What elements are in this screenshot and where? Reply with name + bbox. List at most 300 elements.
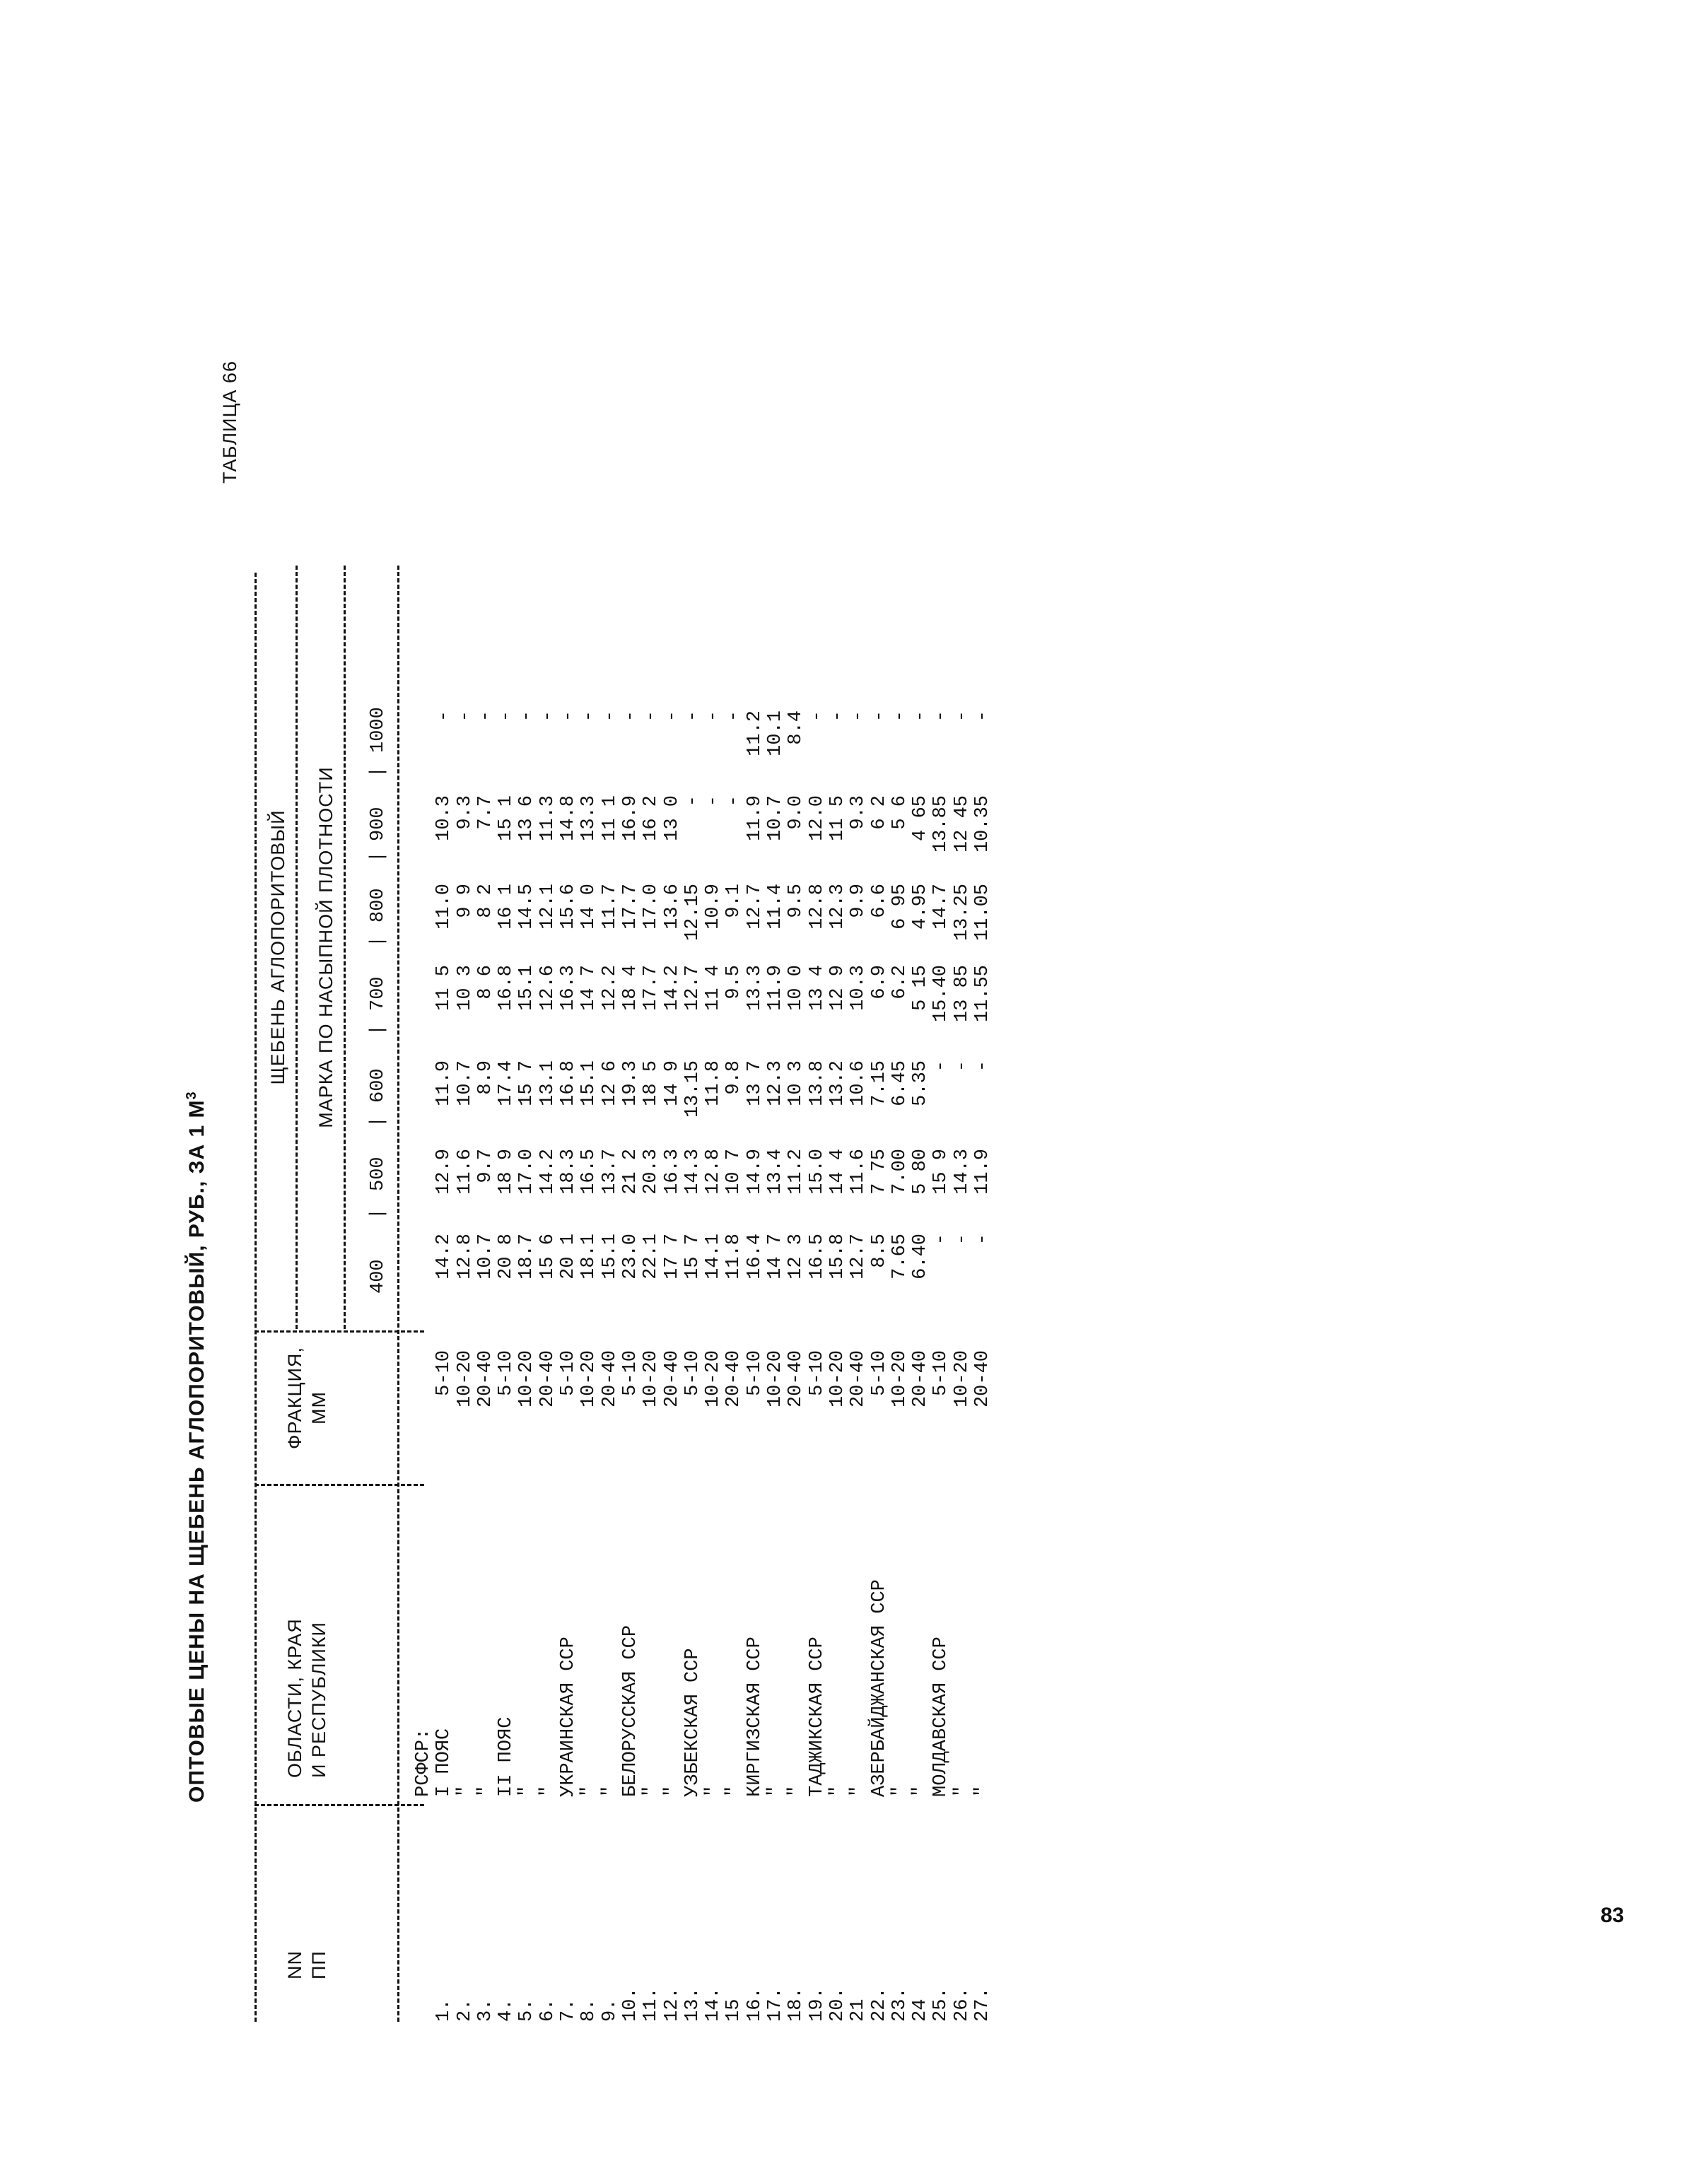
- row-price-mark-700: 13 4: [806, 965, 828, 1011]
- row-number: 19.: [806, 1987, 828, 2022]
- row-price-mark-500: 14.9: [744, 1149, 766, 1195]
- row-price-mark-800: 9.9: [848, 884, 870, 918]
- row-price-mark-400: 10.7: [474, 1234, 496, 1280]
- mark-separator: |: [368, 1116, 389, 1128]
- row-price-mark-1000: -: [826, 710, 848, 722]
- row-price-mark-900: 16.9: [619, 795, 641, 841]
- row-price-mark-600: 7.15: [868, 1060, 890, 1106]
- row-price-mark-500: 13.7: [599, 1149, 621, 1195]
- row-price-mark-900: 5 6: [889, 795, 911, 830]
- row-price-mark-500: 16.5: [578, 1149, 600, 1195]
- row-region: ": [785, 1785, 807, 1797]
- row-fraction: 20-40: [599, 1350, 621, 1408]
- row-price-mark-900: 4 65: [910, 795, 932, 841]
- row-price-mark-400: -: [951, 1234, 973, 1246]
- table-row: [662, 31, 683, 2022]
- row-price-mark-600: 18 5: [640, 1060, 662, 1106]
- row-price-mark-400: -: [930, 1234, 952, 1246]
- row-price-mark-700: 11 5: [433, 965, 455, 1011]
- row-price-mark-600: 11.8: [703, 1060, 725, 1106]
- row-price-mark-500: 10 7: [723, 1149, 745, 1195]
- row-price-mark-900: 9.3: [848, 795, 870, 830]
- row-fraction: 20-40: [474, 1350, 496, 1408]
- row-price-mark-700: 16.3: [558, 965, 580, 1011]
- row-region: МОЛДАВСКАЯ ССР: [930, 1637, 952, 1797]
- header-num-line2: ПП: [308, 1950, 329, 1979]
- table-row: [890, 31, 911, 2022]
- row-number: 3.: [474, 1998, 496, 2022]
- mark-separator: |: [368, 1207, 389, 1219]
- row-region: ": [640, 1785, 662, 1797]
- row-region: ": [703, 1785, 725, 1797]
- row-price-mark-400: 7.65: [889, 1234, 911, 1280]
- row-price-mark-900: -: [723, 795, 745, 807]
- row-number: 8.: [578, 1998, 600, 2022]
- row-price-mark-400: 17 7: [661, 1234, 683, 1280]
- row-price-mark-900: 13.85: [930, 795, 952, 853]
- row-region: КИРГИЗСКАЯ ССР: [744, 1637, 766, 1797]
- row-price-mark-400: 16.4: [744, 1234, 766, 1280]
- row-region: ": [889, 1785, 911, 1797]
- row-price-mark-400: 15 7: [682, 1234, 703, 1280]
- row-number: 13.: [682, 1987, 703, 2022]
- row-fraction: 20-40: [972, 1350, 994, 1408]
- table-row: [538, 31, 558, 2022]
- row-price-mark-600: 10.7: [454, 1060, 476, 1106]
- row-fraction: 10-20: [889, 1350, 911, 1408]
- row-price-mark-600: -: [972, 1060, 994, 1072]
- row-price-mark-800: 13.6: [661, 884, 683, 930]
- col-divider-3: [255, 1330, 424, 1333]
- row-price-mark-700: 6.9: [868, 965, 890, 1000]
- row-price-mark-400: 15 6: [537, 1234, 558, 1280]
- row-price-mark-900: 9.0: [785, 795, 807, 830]
- row-region: ": [516, 1785, 538, 1797]
- mark-separator: |: [368, 850, 389, 862]
- row-price-mark-1000: -: [806, 710, 828, 722]
- row-region: ": [537, 1785, 558, 1797]
- row-price-mark-700: 11.9: [765, 965, 787, 1011]
- row-fraction: 10-20: [578, 1350, 600, 1408]
- row-price-mark-400: 15.1: [599, 1234, 621, 1280]
- row-price-mark-700: 11.55: [972, 965, 994, 1023]
- row-region: I ПОЯС: [433, 1728, 455, 1797]
- row-price-mark-500: 11.9: [972, 1149, 994, 1195]
- row-price-mark-600: 11.9: [433, 1060, 455, 1106]
- row-number: 2.: [454, 1998, 476, 2022]
- row-price-mark-800: 12.1: [537, 884, 558, 930]
- row-price-mark-800: 6 95: [889, 884, 911, 930]
- row-region: ": [474, 1785, 496, 1797]
- rotated-page: [177, 31, 1280, 2022]
- row-price-mark-600: 13.1: [537, 1060, 558, 1106]
- row-price-mark-800: 16 1: [496, 884, 517, 930]
- row-region: ": [765, 1785, 787, 1797]
- row-price-mark-1000: -: [599, 710, 621, 722]
- row-price-mark-400: 22.1: [640, 1234, 662, 1280]
- table-number: ТАБЛИЦА 66: [219, 361, 240, 484]
- table-row: [931, 31, 952, 2022]
- row-price-mark-900: 9.3: [454, 795, 476, 830]
- row-fraction: 10-20: [516, 1350, 538, 1408]
- row-price-mark-500: 14.3: [682, 1149, 703, 1195]
- table-row: [703, 31, 724, 2022]
- row-price-mark-400: 14.2: [433, 1234, 455, 1280]
- row-number: 15: [723, 1998, 745, 2022]
- row-region: АЗЕРБАЙДЖАНСКАЯ ССР: [868, 1579, 890, 1797]
- row-fraction: 10-20: [826, 1350, 848, 1408]
- row-price-mark-800: 4.95: [910, 884, 932, 930]
- row-price-mark-800: 12.8: [806, 884, 828, 930]
- row-price-mark-700: 15.1: [516, 965, 538, 1011]
- row-price-mark-400: 15.8: [826, 1234, 848, 1280]
- row-price-mark-1000: -: [661, 710, 683, 722]
- row-price-mark-600: 9.8: [723, 1060, 745, 1095]
- table-row: [911, 31, 931, 2022]
- table-row: [517, 31, 537, 2022]
- row-number: 17.: [765, 1987, 787, 2022]
- row-price-mark-1000: -: [723, 710, 745, 722]
- row-number: 10.: [619, 1987, 641, 2022]
- row-price-mark-800: 11.7: [599, 884, 621, 930]
- group-label-row: [414, 31, 434, 2022]
- table-row: [496, 31, 517, 2022]
- table-body: [414, 31, 993, 2022]
- table-row: [455, 31, 476, 2022]
- table-row: [870, 31, 890, 2022]
- row-price-mark-600: 10.6: [848, 1060, 870, 1106]
- row-number: 7.: [558, 1998, 580, 2022]
- row-price-mark-900: 12.0: [806, 795, 828, 841]
- row-price-mark-900: 11.3: [537, 795, 558, 841]
- row-price-mark-400: 20 8: [496, 1234, 517, 1280]
- row-price-mark-400: 18.7: [516, 1234, 538, 1280]
- row-price-mark-1000: -: [558, 710, 580, 722]
- row-price-mark-600: 14 9: [661, 1060, 683, 1106]
- row-price-mark-900: 11 5: [826, 795, 848, 841]
- row-price-mark-1000: 10.1: [765, 710, 787, 756]
- row-price-mark-600: 13.8: [806, 1060, 828, 1106]
- header-mark-800: 800: [368, 888, 389, 923]
- row-price-mark-600: 13.15: [682, 1060, 703, 1118]
- row-price-mark-800: 11.05: [972, 884, 994, 942]
- row-region: ": [661, 1785, 683, 1797]
- row-price-mark-400: 20 1: [558, 1234, 580, 1280]
- table-row: [952, 31, 973, 2022]
- row-price-mark-1000: -: [640, 710, 662, 722]
- row-price-mark-500: 14.3: [951, 1149, 973, 1195]
- row-price-mark-400: 8.5: [868, 1234, 890, 1268]
- row-fraction: 20-40: [661, 1350, 683, 1408]
- row-price-mark-500: 11.6: [848, 1149, 870, 1195]
- row-price-mark-900: 13 0: [661, 795, 683, 841]
- table-row: [600, 31, 621, 2022]
- row-price-mark-600: 12 6: [599, 1060, 621, 1106]
- row-number: 26.: [951, 1987, 973, 2022]
- row-price-mark-900: 14.8: [558, 795, 580, 841]
- table-row: [766, 31, 786, 2022]
- row-price-mark-700: 6.2: [889, 965, 911, 1000]
- row-price-mark-500: 15 9: [930, 1149, 952, 1195]
- row-region: ТАДЖИКСКАЯ ССР: [806, 1637, 828, 1797]
- row-price-mark-800: 15.6: [558, 884, 580, 930]
- row-price-mark-1000: 8.4: [785, 710, 807, 745]
- row-price-mark-600: 15 7: [516, 1060, 538, 1106]
- title-text: ОПТОВЫЕ ЦЕНЫ НА ЩЕБЕНЬ АГЛОПОРИТОВЫЙ, РУБ., ЗА 1 М: [185, 1099, 209, 1803]
- row-region: ": [951, 1785, 973, 1797]
- header-region-line2: И РЕСПУБЛИКИ: [308, 1622, 329, 1778]
- row-price-mark-900: 11.9: [744, 795, 766, 841]
- header-mark-500: 500: [368, 1157, 389, 1191]
- row-price-mark-800: 10.9: [703, 884, 725, 930]
- row-region: БЕЛОРУССКАЯ ССР: [619, 1624, 641, 1797]
- row-region: ": [599, 1785, 621, 1797]
- table-row: [807, 31, 828, 2022]
- row-number: 16.: [744, 1987, 766, 2022]
- row-price-mark-600: 17.4: [496, 1060, 517, 1106]
- row-number: 11.: [640, 1987, 662, 2022]
- row-price-mark-600: -: [930, 1060, 952, 1072]
- row-price-mark-900: 10.35: [972, 795, 994, 853]
- row-price-mark-500: 14 4: [826, 1149, 848, 1195]
- row-price-mark-1000: -: [951, 710, 973, 722]
- row-number: 22.: [868, 1987, 890, 2022]
- header-bottom-rule: [397, 566, 399, 2022]
- row-price-mark-1000: -: [910, 710, 932, 722]
- row-number: 25.: [930, 1987, 952, 2022]
- header-num-line1: NN: [284, 1950, 305, 1979]
- row-number: 5.: [516, 1998, 538, 2022]
- row-price-mark-800: 12.15: [682, 884, 703, 942]
- col-divider-1: [255, 1804, 424, 1806]
- row-fraction: 10-20: [765, 1350, 787, 1408]
- mark-separator: |: [368, 766, 389, 778]
- row-fraction: 10-20: [454, 1350, 476, 1408]
- row-price-mark-400: 18.1: [578, 1234, 600, 1280]
- row-price-mark-400: 11.8: [723, 1234, 745, 1280]
- row-price-mark-700: 5 15: [910, 965, 932, 1011]
- row-price-mark-800: 14.5: [516, 884, 538, 930]
- row-price-mark-500: 15.0: [806, 1149, 828, 1195]
- row-price-mark-700: 12 9: [826, 965, 848, 1011]
- row-price-mark-900: 10.3: [433, 795, 455, 841]
- header-group: ЩЕБЕНЬ АГЛОПОРИТОВЫЙ: [267, 809, 288, 1085]
- row-price-mark-1000: -: [848, 710, 870, 722]
- row-price-mark-500: 20.3: [640, 1149, 662, 1195]
- row-fraction: 5-10: [558, 1350, 580, 1396]
- col-divider-2: [255, 1484, 424, 1486]
- header-region: [283, 1618, 331, 1778]
- row-price-mark-900: 7.7: [474, 795, 496, 830]
- row-price-mark-900: 11 1: [599, 795, 621, 841]
- row-price-mark-500: 12.8: [703, 1149, 725, 1195]
- row-fraction: 5-10: [619, 1350, 641, 1396]
- header-fraction-line1: ФРАКЦИЯ,: [284, 1347, 305, 1449]
- row-fraction: 20-40: [910, 1350, 932, 1408]
- row-price-mark-1000: -: [537, 710, 558, 722]
- row-price-mark-700: 14.2: [661, 965, 683, 1011]
- row-price-mark-700: 10 0: [785, 965, 807, 1011]
- row-number: 4.: [496, 1998, 517, 2022]
- header-mark-1000: 1000: [368, 707, 389, 753]
- row-price-mark-400: 6.40: [910, 1234, 932, 1280]
- row-fraction: 5-10: [868, 1350, 890, 1396]
- row-price-mark-700: 13.3: [744, 965, 766, 1011]
- row-price-mark-800: 17.7: [619, 884, 641, 930]
- row-price-mark-1000: -: [474, 710, 496, 722]
- table-row: [558, 31, 579, 2022]
- row-price-mark-600: 12.3: [765, 1060, 787, 1106]
- row-price-mark-700: 14 7: [578, 965, 600, 1011]
- header-subgroup: МАРКА ПО НАСЫПНОЙ ПЛОТНОСТИ: [315, 766, 337, 1128]
- row-region: ": [723, 1785, 745, 1797]
- row-price-mark-400: 14 7: [765, 1234, 787, 1280]
- row-price-mark-400: 23.0: [619, 1234, 641, 1280]
- row-price-mark-900: -: [682, 795, 703, 807]
- row-price-mark-800: 12.3: [826, 884, 848, 930]
- mark-separator: |: [368, 935, 389, 947]
- row-region: ": [578, 1785, 600, 1797]
- row-price-mark-500: 11.2: [785, 1149, 807, 1195]
- row-price-mark-800: 9 9: [454, 884, 476, 918]
- row-price-mark-700: 16.8: [496, 965, 517, 1011]
- row-price-mark-800: 8 2: [474, 884, 496, 918]
- row-price-mark-500: 14.2: [537, 1149, 558, 1195]
- row-price-mark-900: 13 6: [516, 795, 538, 841]
- row-price-mark-700: 10 3: [454, 965, 476, 1011]
- row-fraction: 10-20: [640, 1350, 662, 1408]
- table-row: [641, 31, 662, 2022]
- row-number: 20.: [826, 1987, 848, 2022]
- row-price-mark-500: 9.7: [474, 1149, 496, 1183]
- row-fraction: 20-40: [723, 1350, 745, 1408]
- table-row: [476, 31, 496, 2022]
- row-fraction: 5-10: [433, 1350, 455, 1396]
- row-price-mark-800: 11.4: [765, 884, 787, 930]
- row-price-mark-800: 14 0: [578, 884, 600, 930]
- header-region-line1: ОБЛАСТИ, КРАЯ: [284, 1618, 305, 1778]
- row-price-mark-500: 5 80: [910, 1149, 932, 1195]
- row-fraction: 5-10: [744, 1350, 766, 1396]
- row-number: 18.: [785, 1987, 807, 2022]
- row-price-mark-500: 12.9: [433, 1149, 455, 1195]
- row-price-mark-500: 7.00: [889, 1149, 911, 1195]
- row-price-mark-900: 15 1: [496, 795, 517, 841]
- table-row: [434, 31, 455, 2022]
- header-mark-600: 600: [368, 1068, 389, 1103]
- row-price-mark-1000: -: [703, 710, 725, 722]
- row-price-mark-1000: -: [433, 710, 455, 722]
- row-price-mark-1000: -: [868, 710, 890, 722]
- header-mark-400: 400: [368, 1259, 389, 1294]
- row-number: 24: [910, 1998, 932, 2022]
- row-price-mark-800: 12.7: [744, 884, 766, 930]
- row-price-mark-900: 12 45: [951, 795, 973, 853]
- row-fraction: 10-20: [951, 1350, 973, 1408]
- row-price-mark-900: 10.7: [765, 795, 787, 841]
- row-fraction: 20-40: [537, 1350, 558, 1408]
- row-region: ": [826, 1785, 848, 1797]
- row-price-mark-500: 13.4: [765, 1149, 787, 1195]
- row-price-mark-400: 12 3: [785, 1234, 807, 1280]
- subgroup-rule: [344, 566, 346, 1329]
- row-price-mark-1000: -: [496, 710, 517, 722]
- row-number: 14.: [703, 1987, 725, 2022]
- row-number: 1.: [433, 1998, 455, 2022]
- row-price-mark-900: 16 2: [640, 795, 662, 841]
- row-fraction: 5-10: [682, 1350, 703, 1396]
- row-price-mark-1000: -: [930, 710, 952, 722]
- table-row: [724, 31, 744, 2022]
- row-price-mark-400: 12.8: [454, 1234, 476, 1280]
- row-fraction: 5-10: [930, 1350, 952, 1396]
- table-row: [621, 31, 641, 2022]
- row-price-mark-600: 16.8: [558, 1060, 580, 1106]
- row-price-mark-900: 6 2: [868, 795, 890, 830]
- table-row: [828, 31, 848, 2022]
- row-region: ": [910, 1785, 932, 1797]
- row-price-mark-800: 17.0: [640, 884, 662, 930]
- row-number: 23.: [889, 1987, 911, 2022]
- row-price-mark-900: -: [703, 795, 725, 807]
- row-price-mark-800: 13.25: [951, 884, 973, 942]
- row-price-mark-600: 13 7: [744, 1060, 766, 1106]
- row-price-mark-1000: -: [454, 710, 476, 722]
- row-region: ": [848, 1785, 870, 1797]
- title-superscript: 3: [184, 1091, 199, 1100]
- row-price-mark-600: 6.45: [889, 1060, 911, 1106]
- row-price-mark-500: 11.6: [454, 1149, 476, 1195]
- row-price-mark-1000: -: [682, 710, 703, 722]
- row-price-mark-1000: -: [516, 710, 538, 722]
- row-price-mark-500: 7 75: [868, 1149, 890, 1195]
- row-price-mark-700: 18 4: [619, 965, 641, 1011]
- row-price-mark-500: 17.0: [516, 1149, 538, 1195]
- table-row: [579, 31, 599, 2022]
- group-rule: [296, 566, 298, 1329]
- row-price-mark-1000: -: [578, 710, 600, 722]
- row-number: 21: [848, 1998, 870, 2022]
- row-price-mark-600: 10 3: [785, 1060, 807, 1106]
- row-number: 9.: [599, 1998, 621, 2022]
- header-fraction-line2: ММ: [308, 1391, 329, 1424]
- row-price-mark-600: 8.9: [474, 1060, 496, 1095]
- row-price-mark-600: 19.3: [619, 1060, 641, 1106]
- row-region: II ПОЯС: [496, 1716, 517, 1797]
- row-price-mark-1000: -: [889, 710, 911, 722]
- group-label: РСФСР:: [413, 1728, 434, 1797]
- row-price-mark-800: 9.1: [723, 884, 745, 918]
- header-mark-700: 700: [368, 976, 389, 1011]
- row-price-mark-600: -: [951, 1060, 973, 1072]
- row-fraction: 20-40: [785, 1350, 807, 1408]
- row-price-mark-400: 12.7: [848, 1234, 870, 1280]
- header-fraction: [283, 1347, 331, 1449]
- row-price-mark-600: 15.1: [578, 1060, 600, 1106]
- table-row: [683, 31, 703, 2022]
- table-title: [184, 1091, 209, 1803]
- row-price-mark-700: 17.7: [640, 965, 662, 1011]
- row-price-mark-800: 14.7: [930, 884, 952, 930]
- row-number: 6.: [537, 1998, 558, 2022]
- row-region: УЗБЕКСКАЯ ССР: [682, 1648, 703, 1797]
- row-price-mark-700: 8 6: [474, 965, 496, 1000]
- row-price-mark-800: 9.5: [785, 884, 807, 918]
- row-price-mark-400: -: [972, 1234, 994, 1246]
- table-row: [786, 31, 807, 2022]
- table-row: [745, 31, 766, 2022]
- row-fraction: 20-40: [848, 1350, 870, 1408]
